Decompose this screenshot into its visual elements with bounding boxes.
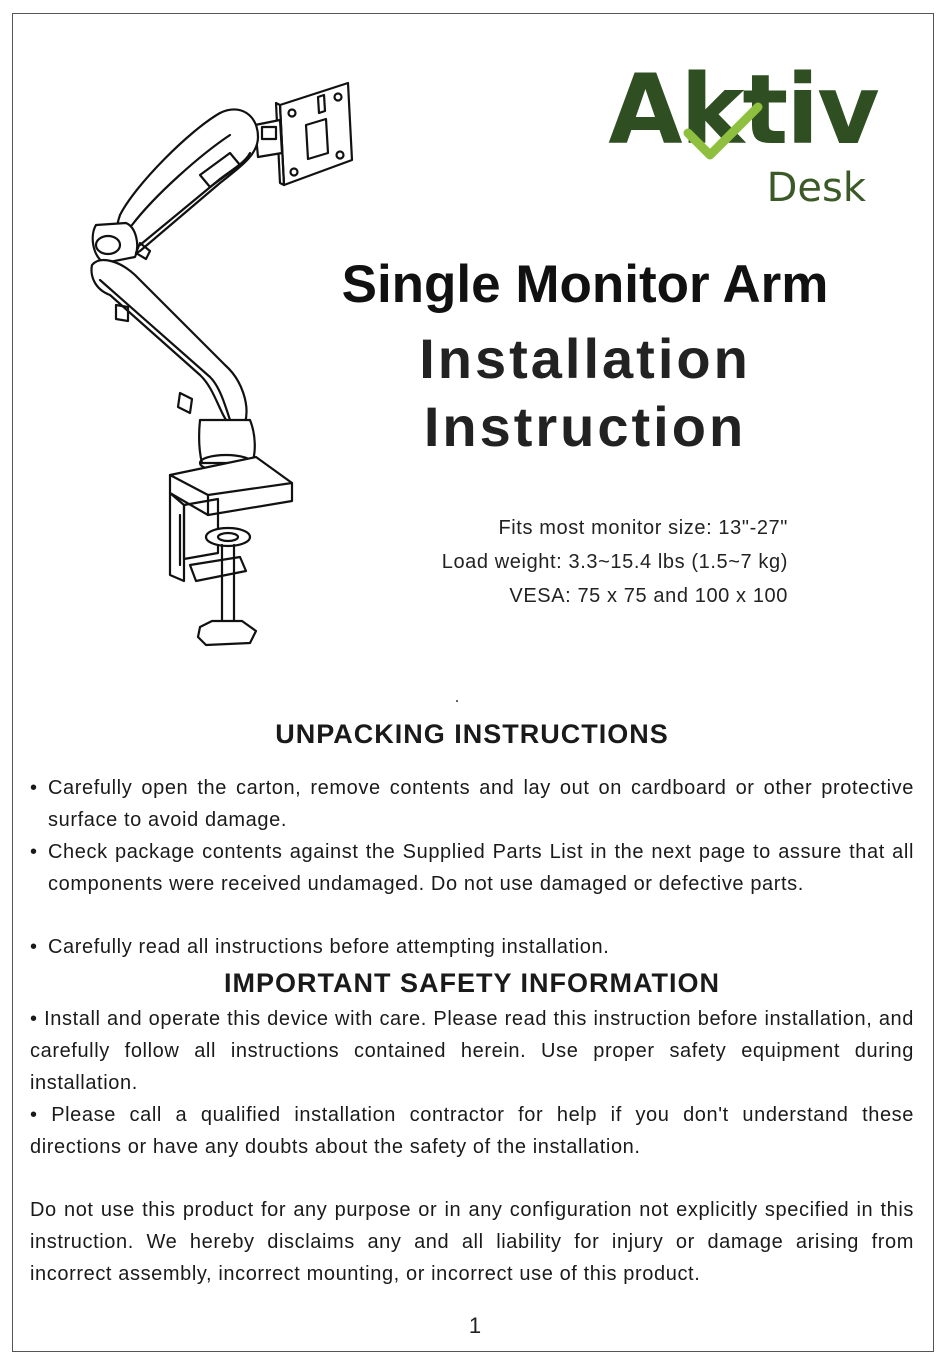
unpacking-item	[30, 772, 914, 836]
unpacking-item	[30, 836, 914, 900]
unpacking-heading: UNPACKING INSTRUCTIONS	[275, 719, 669, 749]
bullet-icon: •	[30, 1008, 38, 1030]
page-number: 1	[468, 1313, 482, 1338]
bullet-icon: •	[30, 777, 38, 799]
safety-item-text: Please call a qualified installation contractor for help if you don't understand these directions or have any doubts about the safety of the installation.	[30, 1104, 914, 1158]
unpacking-item-text: Check package contents against the Supplied Parts List in the next page to assure that all components were received undamaged. Do not use damaged or defective parts.	[48, 841, 914, 895]
brand-logo	[598, 55, 888, 215]
safety-item-text: Install and operate this device with care. Please read this instruction before installation, and carefully follow all instructions contained herein. Use proper safety equipment during installation.	[30, 1008, 914, 1094]
spec-load-weight: Load weight: 3.3~15.4 lbs (1.5~7 kg)	[441, 551, 788, 573]
unpacking-item	[30, 931, 914, 963]
unpacking-item-text: Carefully read all instructions before attempting installation.	[48, 936, 610, 958]
logo-sub-text: Desk	[766, 165, 866, 211]
title-line-1: Single Monitor Arm	[341, 255, 829, 314]
unpacking-item-text: Carefully open the carton, remove contents and lay out on cardboard or other protective surface to avoid damage.	[48, 777, 914, 831]
title-line-2: Installation	[419, 327, 751, 390]
bullet-icon: •	[30, 1104, 38, 1126]
bullet-icon: •	[30, 936, 38, 958]
safety-heading: IMPORTANT SAFETY INFORMATION	[224, 968, 720, 998]
safety-item	[30, 1003, 914, 1099]
stray-dot	[456, 700, 458, 702]
bullet-icon: •	[30, 841, 38, 863]
spec-list	[442, 511, 788, 613]
logo-brand-text: Aktiv	[608, 54, 878, 166]
safety-item	[30, 1099, 914, 1163]
spec-monitor-size: Fits most monitor size: 13"-27"	[498, 517, 788, 539]
spec-vesa: VESA: 75 x 75 and 100 x 100	[509, 585, 788, 607]
title-line-3: Instruction	[423, 395, 747, 458]
disclaimer-text: Do not use this product for any purpose or in any configuration not explicitly specified in this instruction. We hereby disclaims any and all liability for injury or damage arising from incorrect assembly, incorrect mounting, or incorrect use of this product.	[30, 1199, 914, 1285]
